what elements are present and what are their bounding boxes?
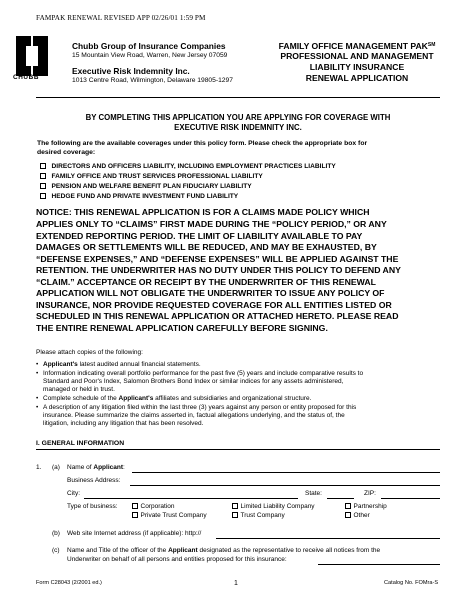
checkbox[interactable] — [345, 512, 351, 518]
checkbox[interactable] — [40, 163, 46, 169]
coverage-lead-1: The following are the available coverages under this policy form. Please check the appropriate box for — [37, 140, 368, 147]
notice-line: APPLICATION WILL NOT OBLIGATE THE UNDERWRITER TO ISSUE ANY POLICY OF — [36, 288, 385, 298]
checkbox[interactable] — [232, 512, 238, 518]
section-heading: I. GENERAL INFORMATION — [36, 440, 125, 447]
form-number: Form C28043 (2/2001 ed.) — [36, 580, 102, 586]
type-private-trust-option[interactable]: Private Trust Company — [132, 512, 207, 519]
notice-line: NOTICE: THIS RENEWAL APPLICATION IS FOR A CLAIMS MADE POLICY WHICH — [36, 207, 370, 217]
type-partnership-option[interactable]: Partnership — [345, 503, 387, 510]
checkbox[interactable] — [40, 193, 46, 199]
item-a-label: (a) — [52, 464, 60, 471]
attach-item-litigation-cont: litigation, including any litigation that has been resolved. — [43, 420, 204, 427]
type-trust-company-option[interactable]: Trust Company — [232, 512, 285, 519]
notice-line: SCHEDULED IN THIS RENEWAL APPLICATION OR ATTACHED HERETO. PLEASE READ — [36, 311, 399, 321]
attach-item-financials: • Applicant's latest audited annual financial statements. — [36, 361, 440, 369]
applicant-name-label: Name of Applicant: — [67, 464, 125, 471]
website-field[interactable] — [216, 538, 440, 539]
attach-item-portfolio-cont: Standard and Poor's Index, Salomon Brothers Bond Index or similar indices for any assets administered, — [43, 378, 344, 385]
page-number: 1 — [234, 580, 238, 587]
checkbox[interactable] — [40, 173, 46, 179]
chubb-logo-icon — [14, 34, 50, 78]
intro-line-2: EXECUTIVE RISK INDEMNITY INC. — [174, 123, 302, 132]
title-line-2: PROFESSIONAL AND MANAGEMENT — [280, 51, 434, 61]
company1-name: Chubb Group of Insurance Companies — [72, 41, 226, 51]
coverage-option-family-office[interactable]: FAMILY OFFICE AND TRUST SERVICES PROFESSIONAL LIABILITY — [40, 172, 263, 182]
title-line-1: FAMILY OFFICE MANAGEMENT PAK℠ — [278, 41, 436, 51]
attach-item-affiliates: • Complete schedule of the Applicant's affiliates and subsidiaries and organizational structure. — [36, 395, 440, 403]
notice-line: THE ENTIRE RENEWAL APPLICATION CAREFULLY BEFORE SIGNING. — [36, 323, 328, 333]
state-label: State: — [305, 490, 322, 497]
business-address-field[interactable] — [130, 485, 440, 486]
attach-item-portfolio: • Information indicating overall portfolio performance for the past five (5) years and include comparative results to — [36, 370, 440, 378]
coverage-option-do[interactable]: DIRECTORS AND OFFICERS LIABILITY, INCLUDING EMPLOYMENT PRACTICES LIABILITY — [40, 162, 336, 172]
business-address-label: Business Address: — [67, 477, 121, 484]
city-field[interactable] — [84, 498, 298, 499]
company2-name: Executive Risk Indemnity Inc. — [72, 66, 190, 76]
attach-lead: Please attach copies of the following: — [36, 349, 143, 356]
notice-line: EXTENDED REPORTING PERIOD. THE LIMIT OF LIABILITY AVAILABLE TO PAY — [36, 231, 363, 241]
logo-wordmark: CHUBB — [13, 74, 40, 81]
website-label: Web site Internet address (if applicable): http:// — [67, 530, 202, 537]
title-line-3: LIABILITY INSURANCE — [309, 62, 405, 72]
intro-line-1: BY COMPLETING THIS APPLICATION YOU ARE APPLYING FOR COVERAGE WITH — [85, 113, 391, 122]
section-divider — [36, 449, 440, 450]
company1-address: 15 Mountain View Road, Warren, New Jersey 07059 — [72, 52, 228, 59]
attach-item-portfolio-cont: managed or held in trust. — [43, 386, 115, 393]
zip-field[interactable] — [381, 498, 440, 499]
representative-label-1: Name and Title of the officer of the Applicant designated as the representative to receive all notices from the — [67, 547, 381, 554]
representative-label-2: Underwriter on behalf of all persons and entities proposed for this insurance: — [67, 556, 287, 563]
notice-line: APPLIES ONLY TO “CLAIMS” FIRST MADE DURING THE “POLICY PERIOD,” OR ANY — [36, 219, 387, 229]
notice-line: “DEFENSE EXPENSES,” AND “DEFENSE EXPENSES” WILL BE APPLIED AGAINST THE — [36, 254, 399, 264]
catalog-number: Catalog No. FOMra-S — [384, 580, 439, 586]
coverage-option-pension[interactable]: PENSION AND WELFARE BENEFIT PLAN FIDUCIARY LIABILITY — [40, 182, 252, 192]
revision-line: FAMPAK RENEWAL REVISED APP 02/26/01 1:59 PM — [36, 14, 206, 22]
attach-item-litigation-cont: insurance. Please summarize the claims asserted in, factual allegations underlying, and the status of, the — [43, 412, 345, 419]
checkbox[interactable] — [40, 183, 46, 189]
state-field[interactable] — [327, 498, 354, 499]
checkbox[interactable] — [232, 503, 238, 509]
notice-line: “CLAIM.” ACCEPTANCE OR RECEIPT BY THE UNDERWRITER OF THIS RENEWAL — [36, 277, 376, 287]
item-c-label: (c) — [52, 547, 60, 554]
type-llc-option[interactable]: Limited Liability Company — [232, 503, 315, 510]
company2-address: 1013 Centre Road, Wilmington, Delaware 19805-1297 — [72, 77, 233, 84]
city-label: City: — [67, 490, 80, 497]
coverage-lead-2: desired coverage: — [37, 149, 96, 156]
header-divider — [36, 97, 440, 98]
applicant-name-field[interactable] — [132, 472, 440, 473]
item-number: 1. — [36, 464, 42, 471]
notice-line: DAMAGES OR SETTLEMENTS WILL BE REDUCED, AND MAY BE EXHAUSTED, BY — [36, 242, 377, 252]
attach-item-litigation: • A description of any litigation filed within the last three (3) years against any person or entity proposed for this — [36, 404, 440, 412]
checkbox[interactable] — [345, 503, 351, 509]
checkbox[interactable] — [132, 503, 138, 509]
type-corporation-option[interactable]: Corporation — [132, 503, 174, 510]
notice-line: INSURANCE, NOR PROVIDE REQUESTED COVERAGE FOR ALL ENTITIES LISTED OR — [36, 300, 392, 310]
notice-line: RETENTION. THE UNDERWRITER HAS NO DUTY UNDER THIS POLICY TO DEFEND ANY — [36, 265, 401, 275]
checkbox[interactable] — [132, 512, 138, 518]
type-other-option[interactable]: Other — [345, 512, 370, 519]
title-line-4: RENEWAL APPLICATION — [305, 73, 409, 83]
business-type-label: Type of business: — [67, 503, 118, 510]
item-b-label: (b) — [52, 530, 60, 537]
zip-label: ZIP: — [364, 490, 376, 497]
coverage-option-hedge-fund[interactable]: HEDGE FUND AND PRIVATE INVESTMENT FUND LIABILITY — [40, 192, 238, 202]
representative-field[interactable] — [318, 564, 440, 565]
